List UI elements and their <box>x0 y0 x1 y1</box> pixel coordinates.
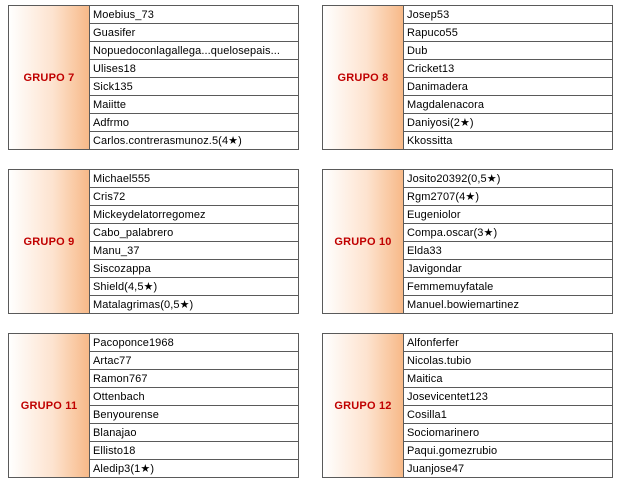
group-table <box>8 169 299 314</box>
group-table <box>8 5 299 150</box>
member-name: Danimadera <box>404 78 612 96</box>
member-name: Ottenbach <box>90 388 298 406</box>
member-name: Rapuco55 <box>404 24 612 42</box>
member-name: Maiitte <box>90 96 298 114</box>
group-label-cell <box>323 6 404 149</box>
member-name: Kkossitta <box>407 134 453 147</box>
member-name: Alfonferfer <box>404 334 612 352</box>
group-table <box>8 333 299 478</box>
member-name: Eugeniolor <box>404 206 612 224</box>
member-name: Sick135 <box>90 78 298 96</box>
member-name: Manuel.bowiemartinez <box>407 298 520 311</box>
member-name: Blanajao <box>90 424 298 442</box>
member-name: Cris72 <box>90 188 298 206</box>
member-list <box>90 334 298 477</box>
member-name: Dub <box>404 42 612 60</box>
member-name: Moebius_73 <box>90 6 298 24</box>
member-name: Michael555 <box>90 170 298 188</box>
member-list <box>404 170 612 313</box>
group-label-cell <box>9 170 90 313</box>
member-name: Siscozappa <box>90 260 298 278</box>
member-name: Nicolas.tubio <box>404 352 612 370</box>
group-label-cell <box>9 334 90 477</box>
member-list <box>404 334 612 477</box>
member-name: Magdalenacora <box>404 96 612 114</box>
member-name: Matalagrimas(0,5★) <box>93 299 194 311</box>
group-label-cell <box>323 170 404 313</box>
member-name: Cricket13 <box>404 60 612 78</box>
member-name: Compa.oscar(3★) <box>404 224 612 242</box>
member-name: Juanjose47 <box>407 462 465 475</box>
member-name: Ulises18 <box>90 60 298 78</box>
group-label: GRUPO 8 <box>337 71 389 84</box>
member-name: Cosilla1 <box>404 406 612 424</box>
member-name: Ellisto18 <box>90 442 298 460</box>
member-list <box>404 6 612 149</box>
group-label: GRUPO 12 <box>334 399 392 412</box>
member-name: Josep53 <box>404 6 612 24</box>
group-label-cell <box>9 6 90 149</box>
group-table <box>322 333 613 478</box>
member-name: Manu_37 <box>90 242 298 260</box>
member-name: Shield(4,5★) <box>90 278 298 296</box>
member-name: Javigondar <box>404 260 612 278</box>
member-name: Ramon767 <box>90 370 298 388</box>
member-name: Maitica <box>404 370 612 388</box>
member-name: Pacoponce1968 <box>90 334 298 352</box>
member-list <box>90 170 298 313</box>
group-label-cell <box>323 334 404 477</box>
member-name: Benyourense <box>90 406 298 424</box>
group-label: GRUPO 9 <box>23 235 75 248</box>
member-name: Rgm2707(4★) <box>404 188 612 206</box>
member-name: Josevicentet123 <box>404 388 612 406</box>
member-name: Josito20392(0,5★) <box>404 170 612 188</box>
member-name: Daniyosi(2★) <box>404 114 612 132</box>
group-table <box>322 169 613 314</box>
member-name: Elda33 <box>404 242 612 260</box>
member-list <box>90 6 298 149</box>
member-name: Adfrmo <box>90 114 298 132</box>
group-label: GRUPO 10 <box>334 235 392 248</box>
group-label: GRUPO 11 <box>20 399 78 412</box>
member-name: Aledip3(1★) <box>93 463 155 475</box>
member-name: Mickeydelatorregomez <box>90 206 298 224</box>
member-name: Femmemuyfatale <box>404 278 612 296</box>
member-name: Sociomarinero <box>404 424 612 442</box>
group-table <box>322 5 613 150</box>
member-name: Artac77 <box>90 352 298 370</box>
member-name: Guasifer <box>90 24 298 42</box>
member-name: Nopuedoconlagallega...quelosepais... <box>90 42 298 60</box>
member-name: Cabo_palabrero <box>90 224 298 242</box>
member-name: Carlos.contrerasmunoz.5(4★) <box>93 135 242 147</box>
member-name: Paqui.gomezrubio <box>404 442 612 460</box>
group-label: GRUPO 7 <box>23 71 75 84</box>
